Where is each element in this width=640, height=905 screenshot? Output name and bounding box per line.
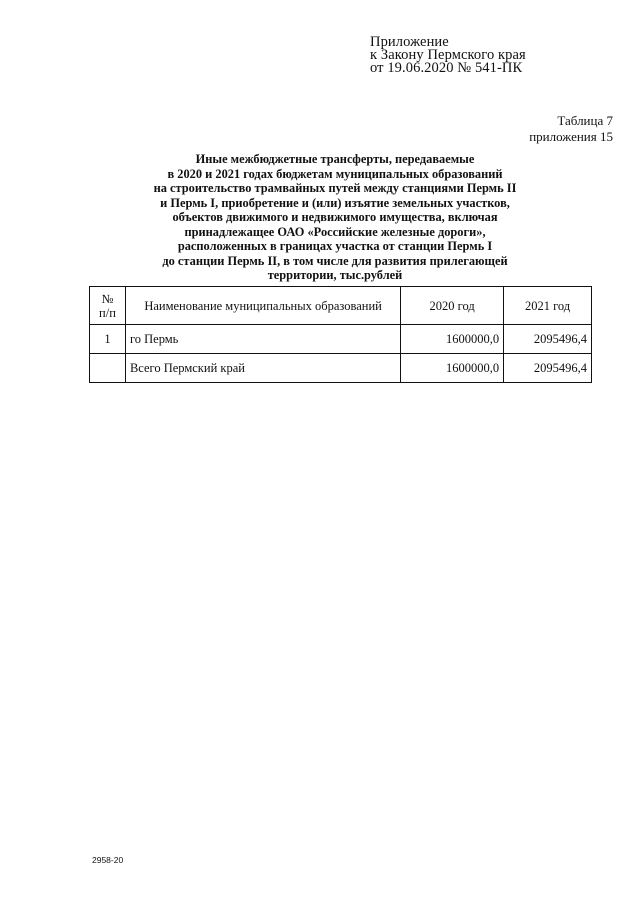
header-year-2020: 2020 год bbox=[401, 287, 504, 325]
table-reference bbox=[529, 113, 613, 145]
header-municipality: Наименование муниципальных образований bbox=[125, 287, 400, 325]
header-year-2021: 2021 год bbox=[504, 287, 592, 325]
appendix-number: приложения 15 bbox=[529, 129, 613, 144]
title-line: до станции Пермь II, в том числе для развития прилегающей bbox=[162, 253, 508, 268]
row-value-2021: 2095496,4 bbox=[504, 325, 592, 354]
title-line: Иные межбюджетные трансферты, передаваемые bbox=[195, 152, 475, 166]
appendix-law-date: от 19.06.2020 № 541-ПК bbox=[370, 60, 523, 76]
row-number: 1 bbox=[90, 325, 126, 354]
appendix-title: Приложение bbox=[370, 34, 449, 50]
total-label: Всего Пермский край bbox=[125, 354, 400, 383]
title-line: расположенных в границах участка от станции Пермь I bbox=[177, 239, 493, 253]
title-line: территории, тыс.рублей bbox=[267, 268, 403, 282]
title-line: и Пермь I, приобретение и (или) изъятие земельных участков, bbox=[160, 195, 510, 210]
row-value-2020: 1600000,0 bbox=[401, 325, 504, 354]
table-number: Таблица 7 bbox=[557, 113, 613, 128]
table-header-row bbox=[90, 287, 592, 325]
document-code: 2958-20 bbox=[92, 855, 124, 865]
transfers-table bbox=[89, 286, 592, 383]
title-line: принадлежащее ОАО «Российские железные дороги», bbox=[184, 224, 486, 239]
row-municipality: го Пермь bbox=[125, 325, 400, 354]
title-line: в 2020 и 2021 годах бюджетам муниципальных образований bbox=[167, 166, 503, 181]
header-number-abbrev: п/п bbox=[99, 305, 116, 320]
appendix-law-reference: к Закону Пермского края bbox=[370, 47, 526, 63]
title-line: на строительство трамвайных путей между станциями Пермь II bbox=[153, 181, 517, 195]
document-title bbox=[120, 152, 550, 283]
header-number bbox=[90, 287, 126, 325]
total-value-2021: 2095496,4 bbox=[504, 354, 592, 383]
header-number-symbol: № bbox=[101, 291, 114, 306]
table-total-row bbox=[90, 354, 592, 383]
total-number bbox=[90, 354, 126, 383]
title-line: объектов движимого и недвижимого имущества, включая bbox=[172, 210, 498, 224]
appendix-header bbox=[370, 36, 526, 75]
table-row bbox=[90, 325, 592, 354]
total-value-2020: 1600000,0 bbox=[401, 354, 504, 383]
